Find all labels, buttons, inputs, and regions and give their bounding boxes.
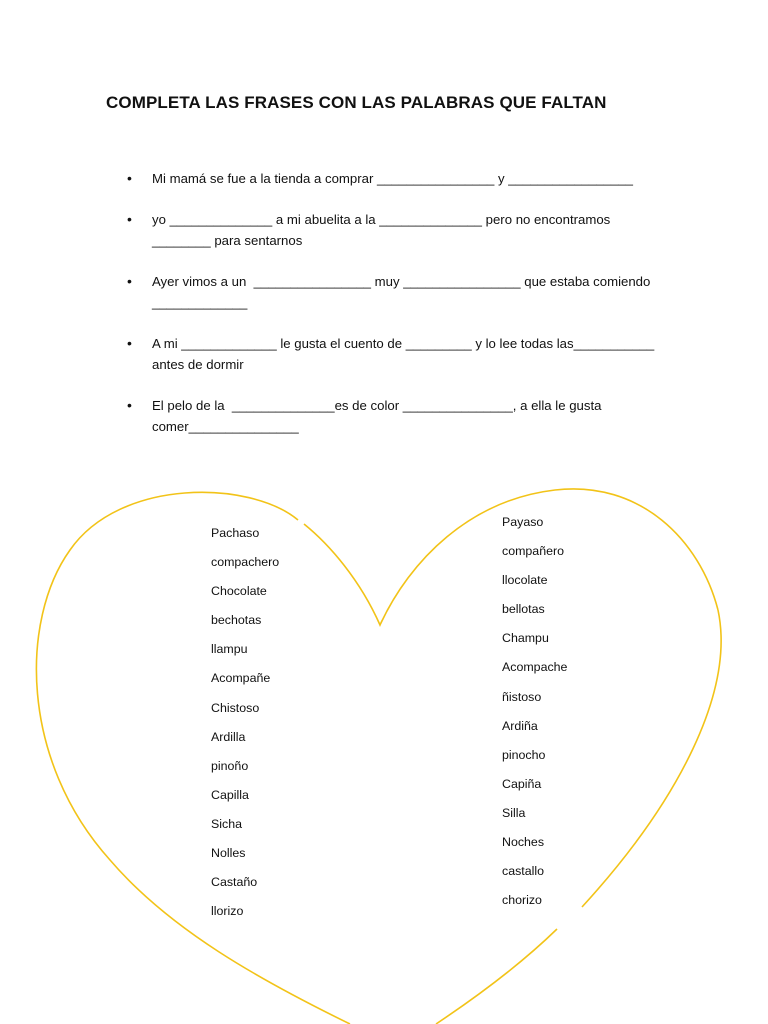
word-item: Champu: [502, 631, 549, 646]
word-item: Silla: [502, 805, 526, 820]
word-item: Pachaso: [211, 526, 260, 540]
heart-bottom-right: [436, 929, 557, 1024]
word-item: llorizo: [211, 904, 244, 919]
word-item: castallo: [502, 864, 545, 879]
sentence-list: [127, 168, 687, 457]
word-item: pinoño: [211, 758, 249, 773]
word-column-left: [211, 519, 279, 926]
word-item: Castaño: [211, 875, 258, 890]
word-item: Capiña: [502, 776, 542, 791]
sentence-item-1: • Mi mamá se fue a la tienda a comprar ________________ y _________________: [127, 168, 687, 189]
sentence-item-2: • yo ______________ a mi abuelita a la ______________ pero no encontramos ________ para sentarnos: [127, 209, 687, 251]
heart-right-lobe: [582, 610, 721, 907]
worksheet-title: COMPLETA LAS FRASES CON LAS PALABRAS QUE FALTAN: [106, 93, 607, 112]
word-item: Capilla: [211, 787, 249, 802]
word-item: bechotas: [211, 613, 262, 628]
sentence-item-5: • El pelo de la ______________es de color _______________, a ella le gusta comer_______________: [127, 395, 687, 437]
word-item: Ardiña: [502, 718, 538, 733]
word-item: Ardilla: [211, 729, 246, 744]
word-item: pinocho: [502, 747, 546, 762]
word-item: llampu: [211, 642, 248, 657]
sentence-item-3: • Ayer vimos a un ________________ muy ________________ que estaba comiendo _____________: [127, 271, 687, 313]
word-item: Nolles: [211, 846, 246, 861]
word-item: Acompache: [502, 660, 568, 675]
sentence-item-4: • A mi _____________ le gusta el cuento de _________ y lo lee todas las___________ antes de dormir: [127, 333, 687, 375]
word-item: compachero: [211, 555, 280, 570]
word-item: Sicha: [211, 816, 242, 831]
word-item: compañero: [502, 544, 564, 559]
word-column-right: [502, 508, 567, 915]
word-item: ñistoso: [502, 689, 542, 704]
word-item: chorizo: [502, 893, 542, 908]
word-item: Chistoso: [211, 700, 260, 715]
word-item: bellotas: [502, 602, 545, 617]
word-item: Acompañe: [211, 671, 271, 686]
word-item: llocolate: [502, 573, 548, 588]
heart-left-lobe: [36, 492, 350, 1024]
word-item: Noches: [502, 835, 545, 850]
word-item: Payaso: [502, 515, 544, 529]
word-item: Chocolate: [211, 584, 267, 599]
